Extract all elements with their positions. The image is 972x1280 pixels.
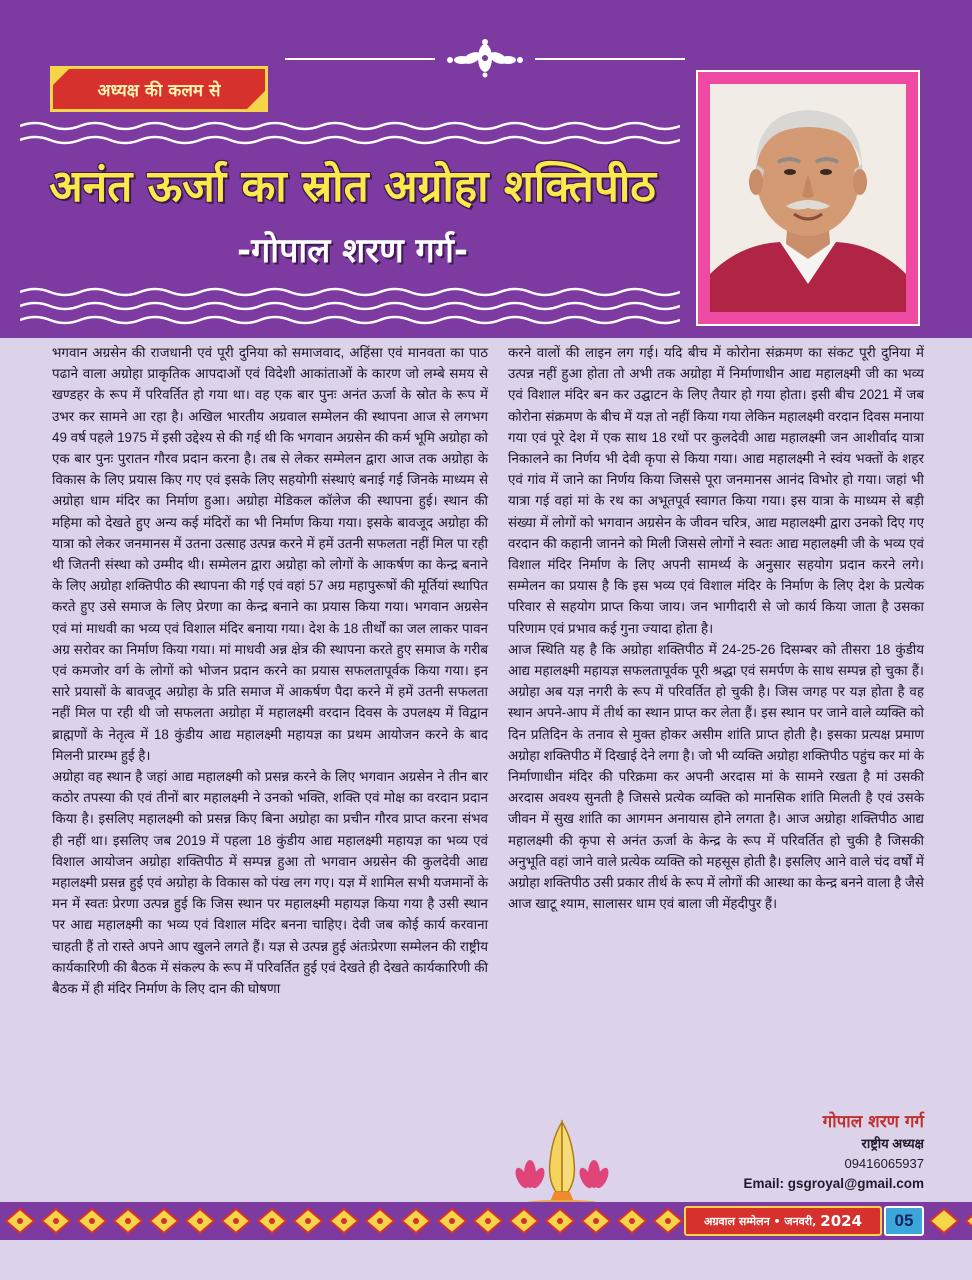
author-signature (690, 1110, 924, 1194)
diamond-pattern-dot (89, 1218, 95, 1224)
article-column-left (52, 342, 488, 999)
diamond-pattern-dot (305, 1218, 311, 1224)
column-tag (50, 66, 268, 112)
publication-name: अग्रवाल सम्मेलन • जनवरी, (703, 1214, 817, 1228)
article-paragraph: भगवान अग्रसेन की राजधानी एवं पूरी दुनिया को समाजवाद, अहिंसा एवं मानवता का पाठ पढाने वाला अग्रोहा प्राकृतिक आपदाओं एवं विदेशी आकांताओं के कारण जो लम्बे समय से खण्डहर के रूप में परिवर्तित हो गया था। वह एक बार पुनः अनंत ऊर्जा के स्रोत के रूप में उभर कर सामने आ रहा है। अखिल भारतीय अग्रवाल सम्मेलन की स्थापना आज से लगभग 49 वर्ष पहले 1975 में इसी उद्देश्य से की गई थी कि भगवान अग्रसेन की कर्म भूमि अग्रोहा को एक बार पुनः पुरातन गौरव प्रदान करना है। तब से लेकर सम्मेलन द्वारा आज तक अग्रोहा के विकास के लिए प्रयास किए गए एवं इसके लिए सहयोगी संस्थाएं बनाई गई जिनके माध्यम से अग्रोहा धाम मंदिर का निर्माण हुआ। अग्रोहा मेडिकल कॉलेज की स्थापना हुई। स्थान की महिमा को देखते हुए अन्य कई मंदिरों का भी निर्माण किया गया। इसके बावजूद अग्रोहा की यात्रा को लेकर जनमानस में उतना उत्साह उत्पन्न करने में हमें उतनी सफलता नहीं मिल पा रही थी जितनी संस्था को उम्मीद थी। सम्मेलन द्वारा अग्रोहा को लोगों के आकर्षण का केन्द्र बनाने के लिए अग्रोहा शक्तिपीठ की स्थापना की गई एवं वहां 57 अग्र महापुरूषों की मूर्तियां स्थापित करते हुए उसे समाज के लिए प्रेरणा का केन्द्र बनाने का प्रयास किया गया। भगवान अग्रसेन एवं मां माधवी का भव्य एवं विशाल मंदिर बनाया गया। देश के 18 तीर्थों का जल लाकर पावन अग्र सरोवर का निर्माण किया गया। मां माधवी अन्न क्षेत्र की स्थापना करते हुए समाज के गरीब एवं कमजोर वर्ग के लोगों को भोजन प्रदान करने का प्रयास सफलतापूर्वक किया गया। इन सारे प्रयासों के बावजूद अग्रोहा के प्रति समाज में आकर्षण पैदा करने में हमें उतनी सफलता नहीं मिल पा रही थी जो सफलता अग्रोहा में महालक्ष्मी वरदान दिवस के उपलक्ष्य में विद्वान ब्राह्मणों के नेतृत्व में 18 कुंडीय आद्य महालक्ष्मी महायज्ञ का प्रथम आयोजन करने के बाद मिलनी प्रारम्भ हुई है। (52, 345, 488, 763)
portrait-photo-icon (710, 84, 906, 312)
diamond-pattern-dot (269, 1218, 275, 1224)
article-paragraph: करने वालों की लाइन लग गई। यदि बीच में कोरोना संक्रमण का संकट पूरी दुनिया में उत्पन्न नहीं हुआ होता तो अभी तक अग्रोहा में निर्माणाधीन आद्य महालक्ष्मी जी का भव्य एवं विशाल मंदिर बन कर उद्घाटन के लिए तैयार हो गया होता। इसी बीच 2021 में जब कोरोना संक्रमण के बीच में यज्ञ तो नहीं किया गया लेकिन महालक्ष्मी वरदान दिवस मनाया गया एवं पूरे देश में एक साथ 18 रथों पर कुलदेवी आद्य महालक्ष्मी जन आशीर्वाद यात्रा निकालने का निर्णय भी देवी कृपा से किया गया। आद्य महालक्ष्मी ने स्वंय भक्तों के शहर एवं गांव में जाने का निर्णय किया जिससे पूरा जनमानस आनंद विभोर हो गया। जहां भी यात्रा गई वहां मां के रथ का अभूतपूर्व स्वागत किया गया। इस यात्रा के माध्यम से बड़ी संख्या में लोगों को भगवान अग्रसेन के जीवन चरित्र, आद्य महालक्ष्मी द्वारा उनको दिए गए वरदान की कहानी जानने को मिली जिससे लोगों ने स्वतः आद्य महालक्ष्मी जी के भव्य एवं विशाल मंदिर निर्माण के लिए अपनी सामर्थ्य के अनुसार सहयोग प्रदान करने लगे। सम्मेलन का प्रयास है कि इस भव्य एवं विशाल मंदिर के निर्माण के लिए देश के प्रत्येक परिवार से सहयोग प्राप्त किया जाय। जन भागीदारी से जो कार्य किया जाता है उसका परिणाम एवं प्रभाव कई गुना ज्यादा होता है। (508, 345, 924, 636)
diamond-pattern-dot (413, 1218, 419, 1224)
diamond-pattern-dot (161, 1218, 167, 1224)
diamond-pattern-mark (930, 1209, 958, 1233)
article-column-right (508, 342, 924, 914)
signature-name: गोपाल शरण गर्ग (822, 1112, 924, 1132)
diamond-pattern-dot (593, 1218, 599, 1224)
diamond-pattern-dot (449, 1218, 455, 1224)
diamond-pattern-dot (521, 1218, 527, 1224)
diamond-pattern-dot (557, 1218, 563, 1224)
wave-lines-decoration (20, 118, 680, 148)
divider-line (285, 58, 435, 60)
publication-label (684, 1206, 882, 1236)
diamond-pattern-dot (485, 1218, 491, 1224)
article-title: अनंत ऊर्जा का स्रोत अग्रोहा शक्तिपीठ (49, 161, 656, 212)
page-number: 05 (884, 1206, 924, 1236)
floral-ornament-icon (430, 38, 540, 78)
divider-line (535, 58, 685, 60)
article-header (0, 0, 972, 338)
namaste-hands-lotus-icon (512, 1118, 612, 1204)
bottom-margin (0, 1240, 972, 1280)
diamond-pattern-dot (17, 1218, 23, 1224)
article-paragraph: आज स्थिति यह है कि अग्रोहा शक्तिपीठ में 24-25-26 दिसम्बर को तीसरा 18 कुंडीय आद्य महालक्ष्मी महायज्ञ सफलतापूर्वक पूरी श्रद्धा एवं समर्पण के साथ सम्पन्न हो चुका हैं। अग्रोहा अब यज्ञ नगरी के रूप में परिवर्तित हो चुकी है। जिस जगह पर यज्ञ होता है वह स्थान अपने-आप में तीर्थ का स्थान प्राप्त कर लेता हैं। इस स्थान पर जाने वाले व्यक्ति को दिन प्रतिदिन के तनाव से मुक्त होकर असीम शांति प्राप्त होती है। इसका प्रत्यक्ष प्रमाण अग्रोहा शक्तिपीठ में दिखाई देने लगा है। जो भी व्यक्ति अग्रोहा शक्तिपीठ पहुंच कर मां के निर्माणाधीन मंदिर की परिक्रमा कर अपनी अरदास मां के सामने रखता है मां उसकी अरदास अवश्य सुनती है जिससे प्रत्येक व्यक्ति को मानसिक शांति मिलती है एवं उसके जीवन में सुख शांति का आगमन अनायास होने लगता है। आज अग्रोहा शक्तिपीठ आद्य महालक्ष्मी की कृपा से अनंत ऊर्जा के केन्द्र के रूप में परिवर्तित हो चुकी है जिसकी अनुभूति वहां जाने वाले प्रत्येक व्यक्ति को महसूस होती है। इसलिए आने वाले चंद वर्षों में अग्रोहा शक्तिपीठ उसी प्रकार तीर्थ के रूप में लोगों की आस्था का केन्द्र बनने वाला है जैसे आज खाटू श्याम, सालासर धाम एवं बाला जी मेंहदीपुर हैं। (508, 641, 924, 912)
diamond-pattern-dot (377, 1218, 383, 1224)
author-photo (710, 84, 906, 312)
column-tag-label: अध्यक्ष की कलम से (97, 80, 221, 101)
wave-lines-decoration (20, 284, 680, 330)
diamond-pattern-dot (665, 1218, 671, 1224)
tag-corner-decoration (50, 66, 72, 88)
signature-phone: 09416065937 (844, 1156, 924, 1171)
diamond-pattern-dot (629, 1218, 635, 1224)
diamond-pattern-dot (53, 1218, 59, 1224)
publication-year: 2024 (820, 1212, 863, 1230)
signature-email: Email: gsgroyal@gmail.com (743, 1176, 924, 1191)
diamond-pattern-dot (197, 1218, 203, 1224)
diamond-pattern-dot (233, 1218, 239, 1224)
tag-corner-decoration (246, 88, 268, 110)
signature-role: राष्ट्रीय अध्यक्ष (861, 1136, 924, 1151)
article-paragraph: अग्रोहा वह स्थान है जहां आद्य महालक्ष्मी को प्रसन्न करने के लिए भगवान अग्रसेन ने तीन बार कठोर तपस्या की एवं तीनों बार महालक्ष्मी ने उनको भक्ति, शक्ति एवं मोक्ष का वरदान प्रदान किया है। इसलिए महालक्ष्मी को प्रसन्न किए बिना अग्रोहा का प्रचीन गौरव प्राप्त करना संभव ही नहीं था। इसलिए जब 2019 में पहला 18 कुंडीय आद्य महालक्ष्मी महायज्ञ का भव्य एवं विशाल आयोजन अग्रोहा शक्तिपीठ में सम्पन्न हुआ तो भगवान अग्रसेन की कुलदेवी आद्य महालक्ष्मी प्रसन्न हुई एवं अग्रोहा के विकास को पंख लग गए। यज्ञ में शामिल सभी यजमानों के मन में स्वतः प्रेरणा उत्पन्न हुई कि जिस स्थान पर महालक्ष्मी महायज्ञ किया गया है उसी स्थान पर आद्य महालक्ष्मी का भव्य एवं विशाल मंदिर बनना चाहिए। देवी जब कोई कार्य करवाना चाहती हैं तो रास्ते अपने आप खुलने लगते हैं। यज्ञ से उत्पन्न हुई अंतःप्रेरणा सम्मेलन की राष्ट्रीय कार्यकारिणी की बैठक में संकल्प के रूप में परिवर्तित हुई एवं देखते ही देखते कार्यकारिणी की बैठक में ही मंदिर निर्माण के लिए दान की घोषणा (52, 769, 488, 997)
diamond-pattern-dot (341, 1218, 347, 1224)
diamond-pattern-dot (125, 1218, 131, 1224)
diamond-pattern-mark (966, 1209, 972, 1233)
author-photo-frame (696, 70, 920, 326)
article-byline: -गोपाल शरण गर्ग- (237, 231, 468, 271)
